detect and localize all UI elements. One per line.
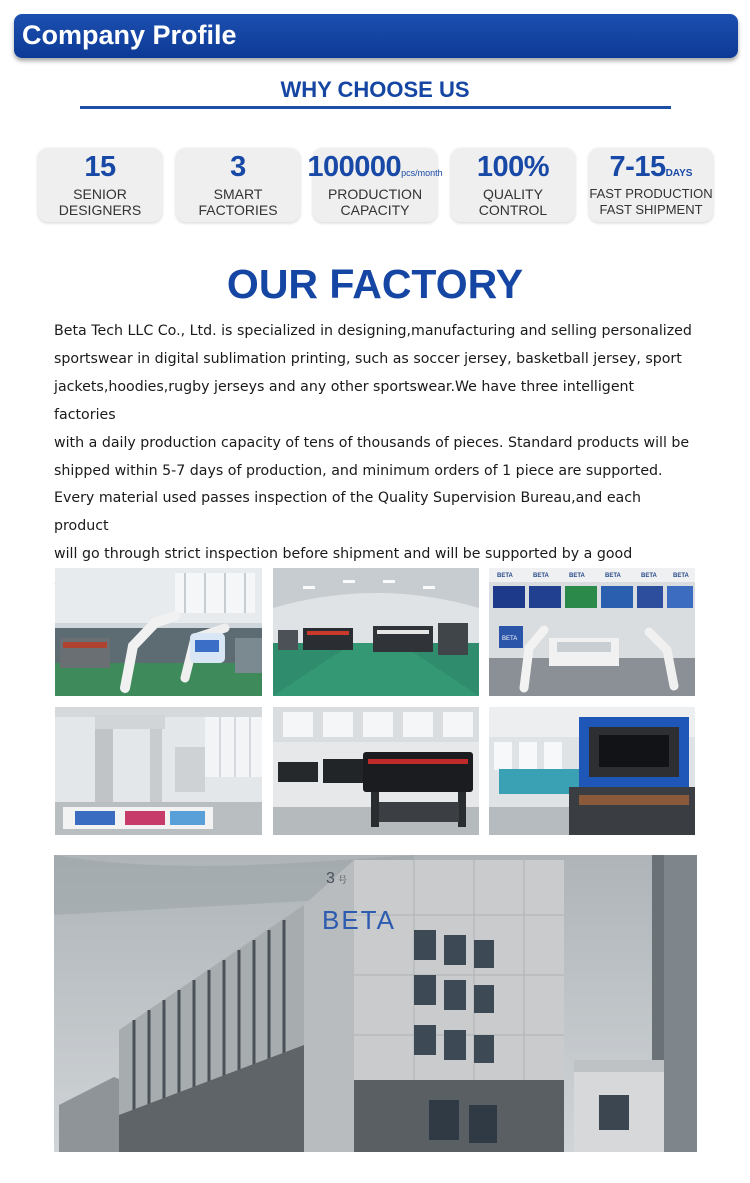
divider: [80, 106, 671, 109]
robot-sign-2: BETA: [533, 573, 549, 579]
factory-photo-robot-arms: [55, 568, 262, 696]
stat-number: 3: [230, 151, 246, 183]
robot-sign-5: BETA: [641, 573, 657, 579]
robot-sign-3: BETA: [569, 573, 585, 579]
header-bar: [14, 14, 738, 58]
stat-label: SMART FACTORIES: [198, 186, 278, 218]
section-title-why: WHY CHOOSE US: [280, 77, 470, 102]
factory-photo-printers: [273, 707, 479, 835]
robot-sign-1: BETA: [497, 573, 513, 579]
factory-description: Beta Tech LLC Co., Ltd. is specialized in designing,manufacturing and selling personalized sportswear in digital sublimation printing, such as soccer jersey, basketball jersey, sport jackets,hoodies,rugby jerseys and any other sportswear.We have three intelligent factories with a daily production capacity of tens of thousands of pieces. Standard products will be shipped within 5-7 days of production, and minimum orders of 1 piece are supported. Every material used passes inspection of the Quality Supervision Bureau,and each product will go through strict inspection before shipment and will be supported by a good: [54, 323, 692, 563]
building-number: 3: [326, 870, 335, 887]
stat-unit: DAYS: [665, 168, 693, 179]
stat-label: PRODUCTION CAPACITY: [327, 186, 423, 218]
stat-card-capacity: [307, 148, 443, 222]
stat-number: 100%: [476, 151, 550, 183]
page-title: Company Profile: [22, 20, 237, 50]
stat-label: SENIOR DESIGNERS: [58, 186, 142, 218]
robot-sign-4: BETA: [605, 573, 621, 579]
stat-unit: pcs/month: [401, 168, 443, 178]
factory-photo-printing-hall: [273, 568, 479, 696]
robot-sign-screen: BETA: [502, 636, 518, 642]
stat-number: 100000pcs/month: [307, 151, 443, 183]
stat-card-quality: [451, 148, 575, 222]
factory-photo-building: [54, 855, 697, 1152]
building-number-suffix: 号: [338, 876, 348, 886]
factory-photo-robot-station: [489, 568, 695, 696]
stat-card-factories: [176, 148, 300, 222]
stat-card-designers: [38, 148, 162, 222]
stat-label: QUALITY CONTROL: [478, 186, 548, 218]
factory-photo-cutting-machines: [55, 707, 262, 835]
building-sign: BETA: [322, 905, 396, 935]
robot-sign-6: BETA: [673, 573, 689, 579]
stat-number: 7-15DAYS: [609, 151, 693, 183]
factory-photo-laser-cutter: [489, 707, 695, 835]
stat-label: FAST PRODUCTION FAST SHIPMENT: [589, 186, 713, 217]
stat-card-shipment: [589, 148, 713, 222]
section-title-factory: OUR FACTORY: [226, 261, 524, 307]
stat-number: 15: [84, 151, 116, 183]
